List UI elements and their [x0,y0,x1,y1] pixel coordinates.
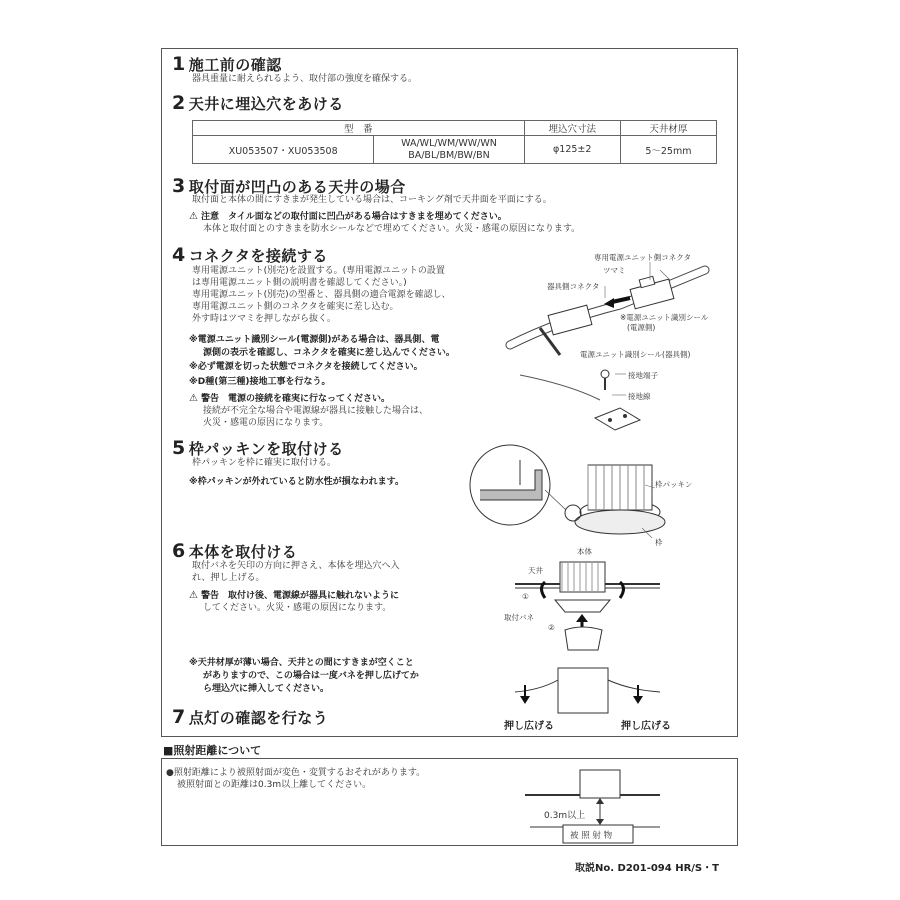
section-4-note-3: ※必ず電源を切った状態でコネクタを接続してください。 [189,362,423,372]
section-4-warning-3: 火災・感電の原因になります。 [203,418,329,428]
section-4-text-1: 専用電源ユニット(別売)を設置する。(専用電源ユニットの設置 [192,266,445,276]
th-model: 型 番 [193,121,525,136]
label-irradiated-object: 被 照 射 物 [570,831,613,841]
label-mounting-spring: 取付バネ [504,613,534,622]
section-6-note-3: ら埋込穴に挿入してください。 [203,684,330,694]
label-body: 本体 [577,547,592,556]
td-model: XU053507・XU053508 [193,136,374,164]
section-3-text: 取付面と本体の間にすきまが発生している場合は、コーキング剤で天井面を平面にする。 [192,195,552,205]
section-6-warning: ⚠ 警告 取付け後、電源線が器具に触れないように [189,590,399,601]
irradiation-text-1: ●照射距離により被照射面が変色・変質するおそれがあります。 [166,768,426,778]
section-7-heading: 7 点灯の確認を行なう [172,706,329,728]
section-5-heading: 5 枠パッキンを取付ける [172,437,344,459]
packing-diagram [470,440,700,550]
connector-diagram [500,250,730,440]
label-distance: 0.3m以上 [544,811,586,821]
section-4-heading: 4 コネクタを接続する [172,244,328,266]
section-4-text-4: 専用電源ユニット側のコネクタを確実に差し込む。 [192,302,399,312]
label-frame-packing: 枠パッキン [655,480,693,489]
label-push-open-right: 押し広げる [621,721,671,732]
th-hole: 埋込穴寸法 [524,121,620,136]
section-3-heading: 3 取付面が凹凸のある天井の場合 [172,175,406,197]
section-4-note-2: 源側の表示を確認し、コネクタを確実に差し込んでください。 [203,348,455,358]
label-knob: ツマミ [603,266,626,275]
label-seal-fixture: 電源ユニット識別シール(器具側) [580,350,691,359]
th-thickness: 天井材厚 [620,121,716,136]
warning-triangle-icon: ⚠ [189,393,198,404]
warning-triangle-icon: ⚠ [189,590,198,601]
label-seal-psu-2: (電源側) [627,323,656,332]
label-psu-connector: 専用電源ユニット側コネクタ [594,253,692,262]
section-5-text: 枠パッキンを枠に確実に取付ける。 [192,458,336,468]
label-push-open-left: 押し広げる [504,721,554,732]
section-6-text-1: 取付バネを矢印の方向に押さえ、本体を埋込穴へ入 [192,561,400,571]
section-6-heading: 6 本体を取付ける [172,540,298,562]
td-hole: φ125±2 [524,136,620,164]
section-3-caution-detail: 本体と取付面とのすきまを防水シールなどで埋めてください。火災・感電の原因になります。 [203,224,581,234]
section-5-note: ※枠パッキンが外れていると防水性が損なわれます。 [189,477,404,487]
td-variants: WA/WL/WM/WW/WN BA/BL/BM/BW/BN [374,136,524,164]
label-ceiling: 天井 [528,566,543,575]
section-4-note-4: ※D種(第三種)接地工事を行なう。 [189,377,331,387]
section-4-note-1: ※電源ユニット識別シール(電源側)がある場合は、器具側、電 [189,335,440,345]
section-3-caution: ⚠ 注意 タイル面などの取付面に凹凸がある場合はすきまを埋めてください。 [189,211,507,222]
section-6-text-2: れ、押し上げる。 [192,573,265,583]
section-6-note-2: がありますので、この場合は一度バネを押し広げてか [203,671,419,681]
label-seal-psu: ※電源ユニット識別シール [620,313,709,322]
label-fixture-connector: 器具側コネクタ [547,282,600,291]
section-4-text-3: 専用電源ユニット(別売)の型番と、器具側の適合電源を確認し、 [192,290,451,300]
section-2-heading: 2 天井に埋込穴をあける [172,92,344,114]
irradiation-text-2: 被照射面との距離は0.3m以上離してください。 [177,780,372,790]
section-1-text: 器具重量に耐えられるよう、取付部の強度を確保する。 [192,74,418,84]
section-1-heading: 1 施工前の確認 [172,53,282,75]
section-6-warning-2: してください。火災・感電の原因になります。 [203,603,392,613]
label-circle-1: ① [522,592,529,601]
section-4-warning: ⚠ 警告 電源の接続を確実に行なってください。 [189,393,390,404]
irradiation-title: ■照射距離について [163,744,262,757]
section-4-text-2: は専用電源ユニット側の説明書を確認してください。) [192,278,407,288]
section-6-note-1: ※天井材厚が薄い場合、天井との間にすきまが空くこと [189,658,414,668]
section-4-text-5: 外す時はツマミを押しながら抜く。 [192,314,336,324]
document-number: 取説No. D201-094 HR/S・T [575,863,719,874]
label-ground-terminal: 接地端子 [628,371,658,380]
section-4-warning-2: 接続が不完全な場合や電源線が器具に接触した場合は、 [203,406,429,416]
label-frame: 枠 [655,538,663,547]
spec-table [192,120,717,164]
label-ground-wire: 接地線 [628,392,651,401]
label-circle-2: ② [548,623,555,632]
warning-triangle-icon: ⚠ [189,211,198,222]
td-thickness: 5〜25mm [620,136,716,164]
